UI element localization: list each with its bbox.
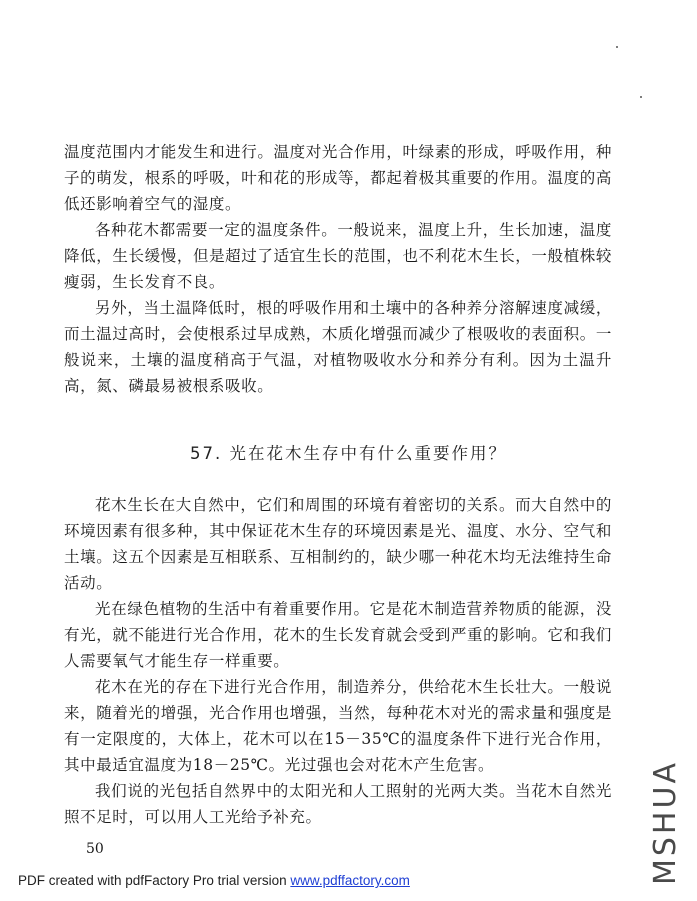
scan-speck [640, 96, 642, 98]
footer-text: PDF created with pdfFactory Pro trial version [18, 873, 291, 888]
paragraph: 光在绿色植物的生活中有着重要作用。它是花木制造营养物质的能源，没有光，就不能进行光合作用，花木的生长发育就会受到严重的影响。它和我们人需要氧气才能生存一样重要。 [64, 600, 612, 670]
paragraph: 各种花木都需要一定的温度条件。一般说来，温度上升，生长加速，温度降低，生长缓慢，但是超过了适宜生长的范围，也不利花木生长，一般植株较瘦弱，生长发育不良。 [64, 221, 612, 291]
body-text-bottom [64, 492, 612, 830]
watermark: MSHUA [648, 760, 683, 885]
paragraph: 另外，当土温降低时，根的呼吸作用和土壤中的各种养分溶解速度减缓，而土温过高时，会使根系过早成熟，木质化增强而减少了根吸收的表面积。一般说来，土壤的温度稍高于气温，对植物吸收水分和养分有利。因为土温升高，氮、磷最易被根系吸收。 [64, 299, 612, 395]
section-heading: 57. 光在花木生存中有什么重要作用？ [190, 444, 507, 463]
pdf-creator-footer [18, 873, 410, 888]
paragraph: 花木在光的存在下进行光合作用，制造养分，供给花木生长壮大。一般说来，随着光的增强，光合作用也增强，当然，每种花木对光的需求量和强度是有一定限度的，大体上，花木可以在15－35℃的温度条件下进行光合作用，其中最适宜温度为18－25℃。光过强也会对花木产生危害。 [64, 678, 612, 774]
paragraph: 花木生长在大自然中，它们和周围的环境有着密切的关系。而大自然中的环境因素有很多种，其中保证花木生存的环境因素是光、温度、水分、空气和土壤。这五个因素是互相联系、互相制约的，缺少哪一种花木均无法维持生命活动。 [64, 496, 612, 592]
body-text-top [64, 139, 612, 399]
pdffactory-link[interactable]: www.pdffactory.com [290, 873, 410, 888]
page-number: 50 [86, 841, 104, 857]
scan-speck [616, 46, 618, 48]
paragraph: 我们说的光包括自然界中的太阳光和人工照射的光两大类。当花木自然光照不足时，可以用人工光给予补充。 [64, 782, 612, 826]
paragraph: 温度范围内才能发生和进行。温度对光合作用，叶绿素的形成，呼吸作用，种子的萌发，根系的呼吸，叶和花的形成等，都起着极其重要的作用。温度的高低还影响着空气的湿度。 [64, 143, 612, 213]
